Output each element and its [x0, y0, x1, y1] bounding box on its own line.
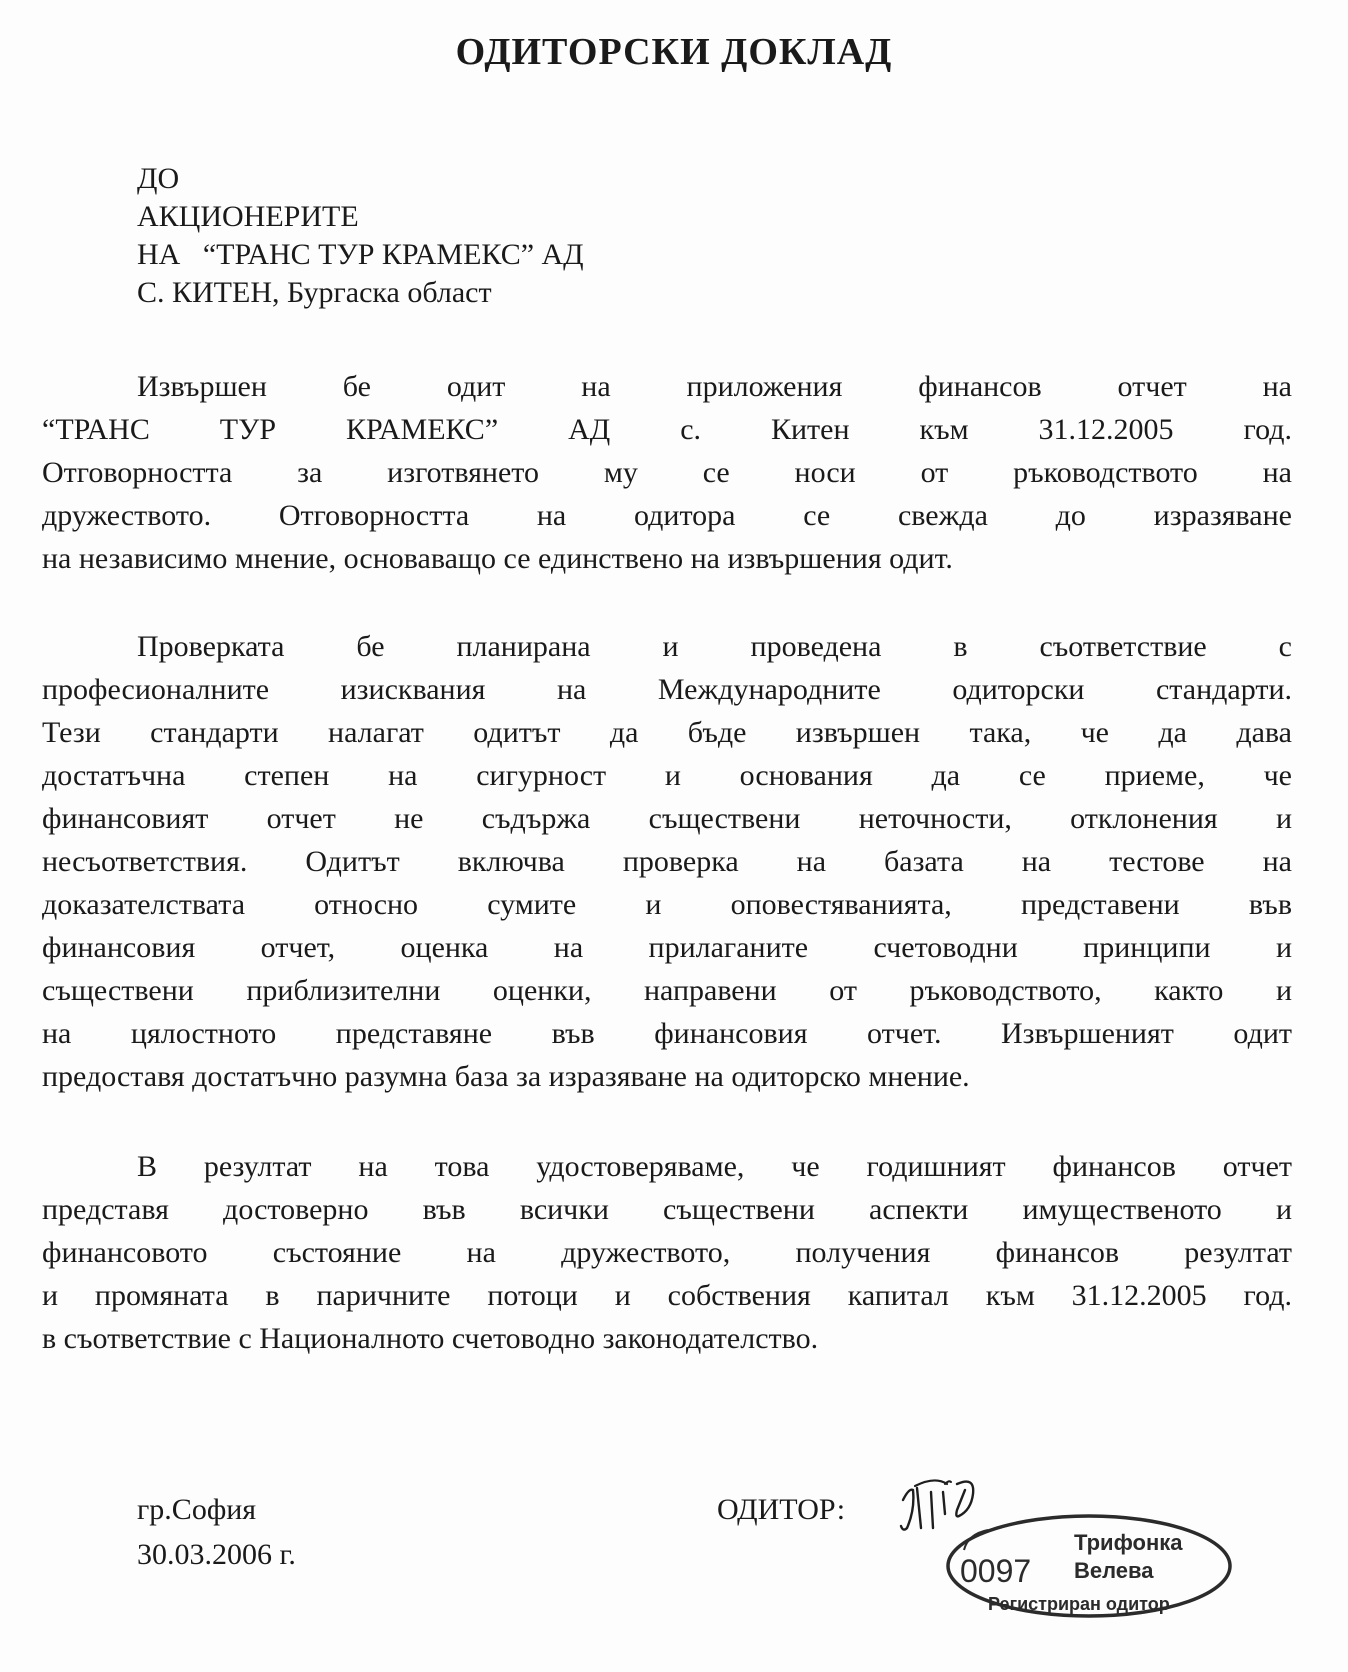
stamp-first-name: Трифонка — [1074, 1530, 1183, 1555]
addressee-block — [137, 160, 584, 312]
text-line: Тези стандарти налагат одитът да бъде извършен така, че да дава — [42, 716, 1292, 749]
text-line: предоставя достатъчно разумна база за изразяване на одиторско мнение. — [42, 1060, 970, 1093]
addressee-line: ДО — [137, 162, 180, 195]
addressee-line: АКЦИОНЕРИТЕ — [137, 200, 359, 233]
stamp-last-name: Велева — [1074, 1558, 1154, 1583]
document-title: ОДИТОРСКИ ДОКЛАД — [455, 31, 893, 73]
stamp-number: 0097 — [960, 1553, 1032, 1589]
text-line: финансовия отчет, оценка на прилаганите счетоводни принципи и — [42, 931, 1292, 964]
text-line: съществени приблизителни оценки, направени от ръководството, както и — [42, 974, 1292, 1007]
paragraph-audit-opinion — [42, 1145, 1292, 1360]
text-line: на независимо мнение, основаващо се единствено на извършения одит. — [42, 542, 953, 575]
place-date-block — [137, 1487, 296, 1577]
text-line: финансовото състояние на дружеството, получения финансов резултат — [42, 1236, 1292, 1269]
text-line: дружеството. Отговорността на одитора се свежда до изразяване — [42, 499, 1292, 532]
text-line: представя достоверно във всички съществени аспекти имущественото и — [42, 1193, 1292, 1226]
text-line: доказателствата относно сумите и оповестяванията, представени във — [42, 888, 1292, 921]
text-line: професионалните изисквания на Международните одиторски стандарти. — [42, 673, 1292, 706]
paragraph-audit-standards — [42, 625, 1292, 1098]
text-line: на цялостното представяне във финансовия отчет. Извършеният одит — [42, 1017, 1292, 1050]
text-line: Извършен бе одит на приложения финансов отчет на — [137, 370, 1292, 403]
text-line: В резултат на това удостоверяваме, че годишният финансов отчет — [137, 1150, 1292, 1183]
text-line: финансовият отчет не съдържа съществени неточности, отклонения и — [42, 802, 1292, 835]
auditor-label: ОДИТОР: — [717, 1493, 846, 1526]
addressee-line: С. КИТЕН, Бургаска област — [137, 276, 492, 309]
text-line: Проверката бе планирана и проведена в съответствие с — [137, 630, 1292, 663]
place: гр.София — [137, 1493, 257, 1526]
addressee-line: НА “ТРАНС ТУР КРАМЕКС” АД — [137, 238, 584, 271]
date: 30.03.2006 г. — [137, 1538, 296, 1571]
text-line: и промяната в паричните потоци и собствения капитал към 31.12.2005 год. — [42, 1279, 1292, 1312]
text-line: достатъчна степен на сигурност и основания да се приеме, че — [42, 759, 1292, 792]
auditor-stamp — [944, 1512, 1234, 1620]
paragraph-audit-scope — [42, 365, 1292, 580]
text-line: в съответствие с Националното счетоводно законодателство. — [42, 1322, 819, 1355]
text-line: несъответствия. Одитът включва проверка на базата на тестове на — [42, 845, 1292, 878]
text-line: Отговорността за изготвянето му се носи от ръководството на — [42, 456, 1292, 489]
text-line: “ТРАНС ТУР КРАМЕКС” АД с. Китен към 31.12.2005 год. — [42, 413, 1292, 446]
stamp-role: Регистриран одитор — [988, 1594, 1170, 1614]
